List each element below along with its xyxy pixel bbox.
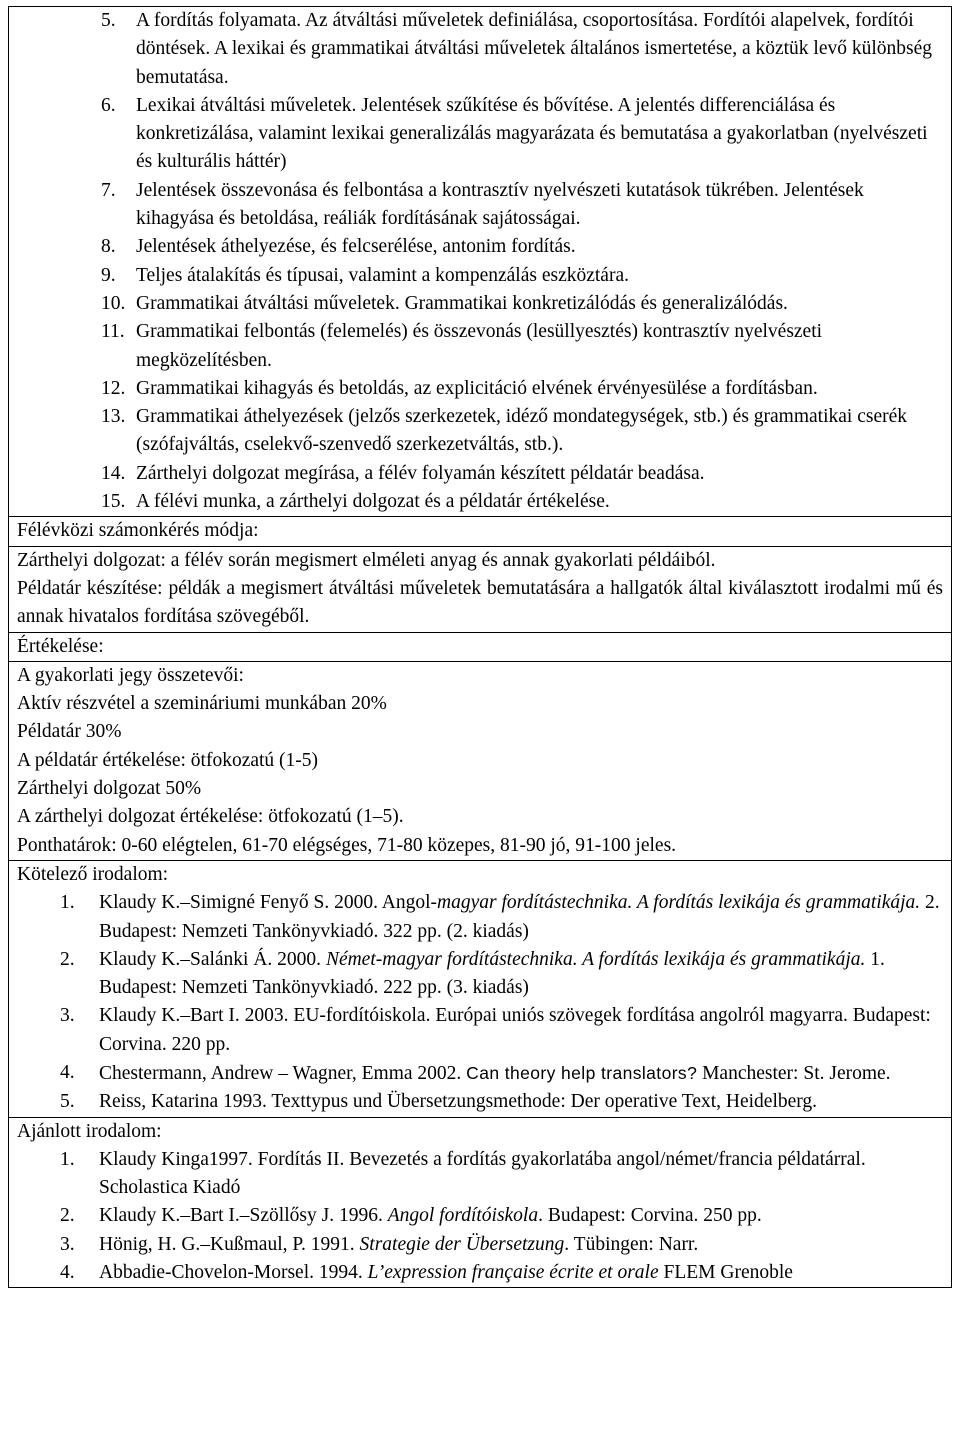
topic-item: 12. Grammatikai kihagyás és betoldás, az explicitáció elvének érvényesülése a fordításban. <box>101 377 818 399</box>
reference-item: 3. Hönig, H. G.–Kußmaul, P. 1991. Strategie der Übersetzung. Tübingen: Narr. <box>60 1233 699 1255</box>
evaluation-line: A gyakorlati jegy összetevői: <box>17 664 244 686</box>
evaluation-line: Zárthelyi dolgozat 50% <box>17 778 202 800</box>
topic-item: 8. Jelentések áthelyezése, és felcserélése, antonim fordítás. <box>101 236 576 258</box>
evaluation-line: A példatár értékelése: ötfokozatú (1-5) <box>17 749 319 771</box>
topic-item: 7. Jelentések összevonása és felbontása a kontrasztív nyelvészeti kutatások tükrében. Jelentések kihagyása és betoldása, reáliák fordításának sajátosságai. <box>101 179 864 230</box>
evaluation-line: Ponthatárok: 0-60 elégtelen, 61-70 elégséges, 71-80 közepes, 81-90 jó, 91-100 jeles. <box>17 834 677 856</box>
midterm-heading: Félévközi számonkérés módja: <box>17 520 259 542</box>
midterm-line-1: Zárthelyi dolgozat: a félév során megismert elméleti anyag és annak gyakorlati példáiból. <box>17 549 716 571</box>
topic-list <box>17 7 943 516</box>
evaluation-heading: Értékelése: <box>17 635 104 657</box>
recommended-reading-cell <box>8 1117 952 1289</box>
topic-item: 5. A fordítás folyamata. Az átváltási műveletek definiálása, csoportosítása. Fordítói alapelvek, fordítói döntések. A lexikai és grammatikai átváltási műveletek általános ismertetése, a köztük levő különbség bemutatása. <box>101 10 933 88</box>
recommended-list <box>17 1146 943 1287</box>
required-heading: Kötelező irodalom: <box>17 863 169 885</box>
topic-item: 6. Lexikai átváltási műveletek. Jelentések szűkítése és bővítése. A jelentés differenciálása és konkretizálása, valamint lexikai generalizálás magyarázata és bemutatása a gyakorlatban (nyelvészeti és kulturális háttér) <box>101 94 928 173</box>
evaluation-body-cell <box>8 661 952 860</box>
reference-item: 1. Klaudy Kinga1997. Fordítás II. Bevezetés a fordítás gyakorlatába angol/német/francia példatárral. Scholastica Kiadó <box>60 1148 866 1199</box>
evaluation-line: Példatár 30% <box>17 721 122 743</box>
recommended-heading: Ajánlott irodalom: <box>17 1120 162 1142</box>
evaluation-line: Aktív részvétel a szemináriumi munkában 20% <box>17 693 387 715</box>
reference-item: 5. Reiss, Katarina 1993. Texttypus und Übersetzungsmethode: Der operative Text, Heidelberg. <box>60 1091 818 1113</box>
topic-item: 11. Grammatikai felbontás (felemelés) és összevonás (lesüllyesztés) kontrasztív nyelvészeti megközelítésben. <box>101 321 823 371</box>
reference-item: 1. Klaudy K.–Simigné Fenyő S. 2000. Angol-magyar fordítástechnika. A fordítás lexikája és grammatikája. 2. Budapest: Nemzeti Tankönyvkiadó. 322 pp. (2. kiadás) <box>60 892 940 942</box>
syllabus-page <box>8 6 952 1288</box>
evaluation-line: A zárthelyi dolgozat értékelése: ötfokozatú (1–5). <box>17 806 404 828</box>
topic-item: 9. Teljes átalakítás és típusai, valamint a kompenzálás eszköztára. <box>101 264 629 286</box>
topic-item: 15. A félévi munka, a zárthelyi dolgozat és a példatár értékelése. <box>101 491 610 513</box>
topic-item: 14. Zárthelyi dolgozat megírása, a félév folyamán készített példatár beadása. <box>101 462 705 484</box>
reference-item: 2. Klaudy K.–Bart I.–Szöllősy J. 1996. Angol fordítóiskola. Budapest: Corvina. 250 pp. <box>60 1205 762 1227</box>
reference-item: 3. Klaudy K.–Bart I. 2003. EU-fordítóiskola. Európai uniós szövegek fordítása angolról magyarra. Budapest: Corvina. 220 pp. <box>60 1005 931 1055</box>
midterm-body-cell <box>8 546 952 632</box>
topics-cell <box>8 6 952 516</box>
topic-item: 13. Grammatikai áthelyezések (jelzős szerkezetek, idéző mondategységek, stb.) és grammatikai cserék (szófajváltás, cselekvő-szenvedő szerkezetváltás, stb.). <box>101 406 908 456</box>
required-reading-cell <box>8 860 952 1117</box>
required-list <box>17 889 943 1116</box>
topic-item: 10. Grammatikai átváltási műveletek. Grammatikai konkretizálódás és generalizálódás. <box>101 292 788 314</box>
midterm-line-2: Példatár készítése: példák a megismert átváltási műveletek bemutatására a hallgatók által kiválasztott irodalmi mű és annak hivatalos fordítása szövegéből. <box>17 577 943 628</box>
evaluation-heading-cell <box>8 632 952 661</box>
reference-item: 4. Chestermann, Andrew – Wagner, Emma 2002. Can theory help translators? Manchester: St. Jerome. <box>60 1061 891 1084</box>
midterm-cell <box>8 516 952 545</box>
reference-item: 2. Klaudy K.–Salánki Á. 2000. Német-magyar fordítástechnika. A fordítás lexikája és grammatikája. 1. Budapest: Nemzeti Tankönyvkiadó. 222 pp. (3. kiadás) <box>60 948 885 999</box>
reference-item: 4. Abbadie-Chovelon-Morsel. 1994. L’expression française écrite et orale FLEM Grenoble <box>60 1262 793 1284</box>
